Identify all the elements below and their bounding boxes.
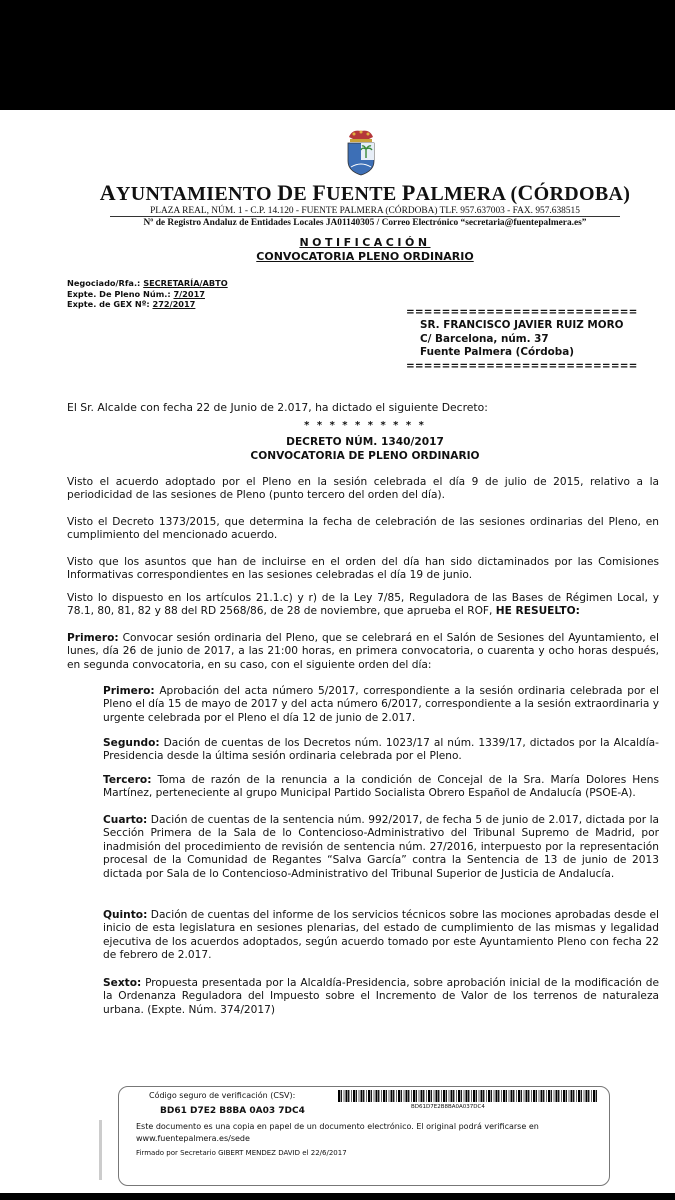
organization-address: PLAZA REAL, NÚM. 1 - C.P. 14.120 - FUENTE PALMERA (CÓRDOBA) TLF. 957.637003 - FAX. 957.638515 [150, 206, 580, 216]
bottom-black-bar [0, 1193, 675, 1200]
separator-bottom: ========================== [406, 359, 638, 372]
csv-code[interactable]: BD61 D7E2 B8BA 0A03 7DC4 [160, 1106, 305, 1116]
top-black-bar [0, 0, 675, 110]
agenda-item: Cuarto: Dación de cuentas de la sentencia núm. 992/2017, de fecha 5 de junio de 2.017, dictada por la Sección Primera de la Sala de lo Contencioso-Administrativo del Tribunal Supremo de Madrid, por inadmisión del procedimiento de revisión de sentencia núm. 27/2016, interpuesto por la representación procesal de la Comunidad de Regantes “Salva García” contra la Sentencia de 13 de junio de 2013 dictada por Sala de lo Contencioso-Administrativo del Tribunal Superior de Justicia de Andalucía. [103, 814, 659, 880]
side-stamp-icon [97, 1120, 105, 1180]
negociado-value: SECRETARÍA/ABTO [143, 278, 228, 288]
negociado-row: Negociado/Rfa.: SECRETARÍA/ABTO [67, 278, 228, 288]
document-kind: NOTIFICACIÓN [299, 236, 431, 249]
signature-line: Firmado por Secretario GIBERT MENDEZ DAVID el 22/6/2017 [136, 1149, 347, 1157]
recipient-address [406, 306, 638, 373]
organization-name: AYUNTAMIENTO DE FUENTE PALMERA (CÓRDOBA) [99, 180, 631, 205]
agenda-item: Sexto: Propuesta presentada por la Alcaldía-Presidencia, sobre aprobación inicial de la modificación de la Ordenanza Reguladora del Impuesto sobre el Incremento de Valor de los terrenos de naturaleza urbana. (Expte. Núm. 374/2017) [103, 977, 659, 1016]
pleno-row: Expte. De Pleno Núm.: 7/2017 [67, 288, 205, 299]
decree-heading [0, 436, 675, 463]
decree-number: DECRETO NÚM. 1340/2017 [286, 436, 444, 448]
resolution-label: HE RESUELTO: [495, 605, 580, 618]
agenda-item: Quinto: Dación de cuentas del informe de los servicios técnicos sobre las mociones aprobadas desde el inicio de esta legislatura en sesiones plenarias, del estado de cumplimiento de las mismas y legalidad ejecutiva de los acuerdos adoptados, según acuerdo tomado por este Ayuntamiento Pleno con fecha 22 de febrero de 2.017. [103, 909, 659, 962]
csv-label: Código seguro de verificación (CSV): [149, 1091, 296, 1100]
agenda-item: Segundo: Dación de cuentas de los Decretos núm. 1023/17 al núm. 1339/17, dictados por la Alcaldía-Presidencia desde la última sesión ordinaria celebrada por el Pleno. [103, 737, 660, 763]
recipient-street: C/ Barcelona, núm. 37 [420, 332, 549, 345]
document-subject: CONVOCATORIA PLENO ORDINARIO [256, 250, 474, 263]
reference-block [67, 278, 228, 310]
coat-of-arms-icon [342, 127, 380, 177]
paragraph-visto-4: Visto lo dispuesto en los artículos 21.1.c) y r) de la Ley 7/85, Reguladora de las Bases de Régimen Local, y 78.1, 80, 81, 82 y 88 del RD 2568/86, de 28 de noviembre, que aprueba el ROF, HE RESUELTO: [67, 592, 659, 618]
decree-title: CONVOCATORIA DE PLENO ORDINARIO [250, 449, 480, 462]
gex-row: Expte. de GEX Nº: 272/2017 [67, 299, 196, 309]
agenda-item: Tercero: Toma de razón de la renuncia a la condición de Concejal de la Sra. María Dolores Hens Martínez, perteneciente al grupo Municipal Partido Socialista Obrero Español de Andalucía (PSOE-A). [103, 774, 659, 800]
recipient-city: Fuente Palmera (Córdoba) [420, 346, 575, 359]
separator-top: ========================== [406, 306, 638, 318]
barcode-icon [338, 1090, 598, 1102]
barcode-text: BD61D7E2B8BA0A037DC4 [411, 1104, 485, 1110]
gex-value: 272/2017 [152, 299, 196, 309]
paragraph-visto-1: Visto el acuerdo adoptado por el Pleno en la sesión celebrada el día 9 de julio de 2015, relativo a la periodicidad de las sesiones de Pleno (punto tercero del orden del día). [67, 476, 659, 502]
agenda-item: Primero: Aprobación del acta número 5/2017, correspondiente a la sesión ordinaria celebrada por el Pleno el día 15 de mayo de 2017 y del acta número 6/2017, correspondiente a la sesión extraordinaria y urgente celebrada por el Pleno el día 12 de junio de 2.017. [103, 685, 659, 724]
paragraph-visto-3: Visto que los asuntos que han de incluirse en el orden del día han sido dictaminados por las Comisiones Informativas correspondientes en las sesiones celebradas el día 19 de junio. [67, 556, 659, 582]
verification-note: Este documento es una copia en papel de un documento electrónico. El original podrá verificarse en [136, 1122, 539, 1131]
intro-sentence: El Sr. Alcalde con fecha 22 de Junio de 2.017, ha dictado el siguiente Decreto: [67, 401, 488, 414]
paragraph-primero: Primero: Convocar sesión ordinaria del Pleno, que se celebrará en el Salón de Sesiones del Ayuntamiento, el lunes, día 26 de junio de 2017, a las 21:00 horas, en primera convocatoria, o cuarenta y ocho horas después, en segunda convocatoria, en su caso, con el siguiente orden del día: [67, 632, 660, 671]
organization-registry: Nº de Registro Andaluz de Entidades Locales JA01140305 / Correo Electrónico “secretaria@fuentepalmera.es” [143, 218, 587, 228]
verification-url-link[interactable]: www.fuentepalmera.es/sede [136, 1134, 250, 1143]
decree-stars: * * * * * * * * * * [304, 420, 426, 431]
pleno-value: 7/2017 [173, 288, 205, 299]
primero-label: Primero: [67, 632, 119, 644]
paragraph-visto-2: Visto el Decreto 1373/2015, que determina la fecha de celebración de las sesiones ordinarias del Pleno, en cumplimiento del mencionado acuerdo. [67, 516, 659, 542]
recipient-name: SR. FRANCISCO JAVIER RUIZ MORO [420, 319, 624, 332]
header-divider [110, 216, 620, 217]
